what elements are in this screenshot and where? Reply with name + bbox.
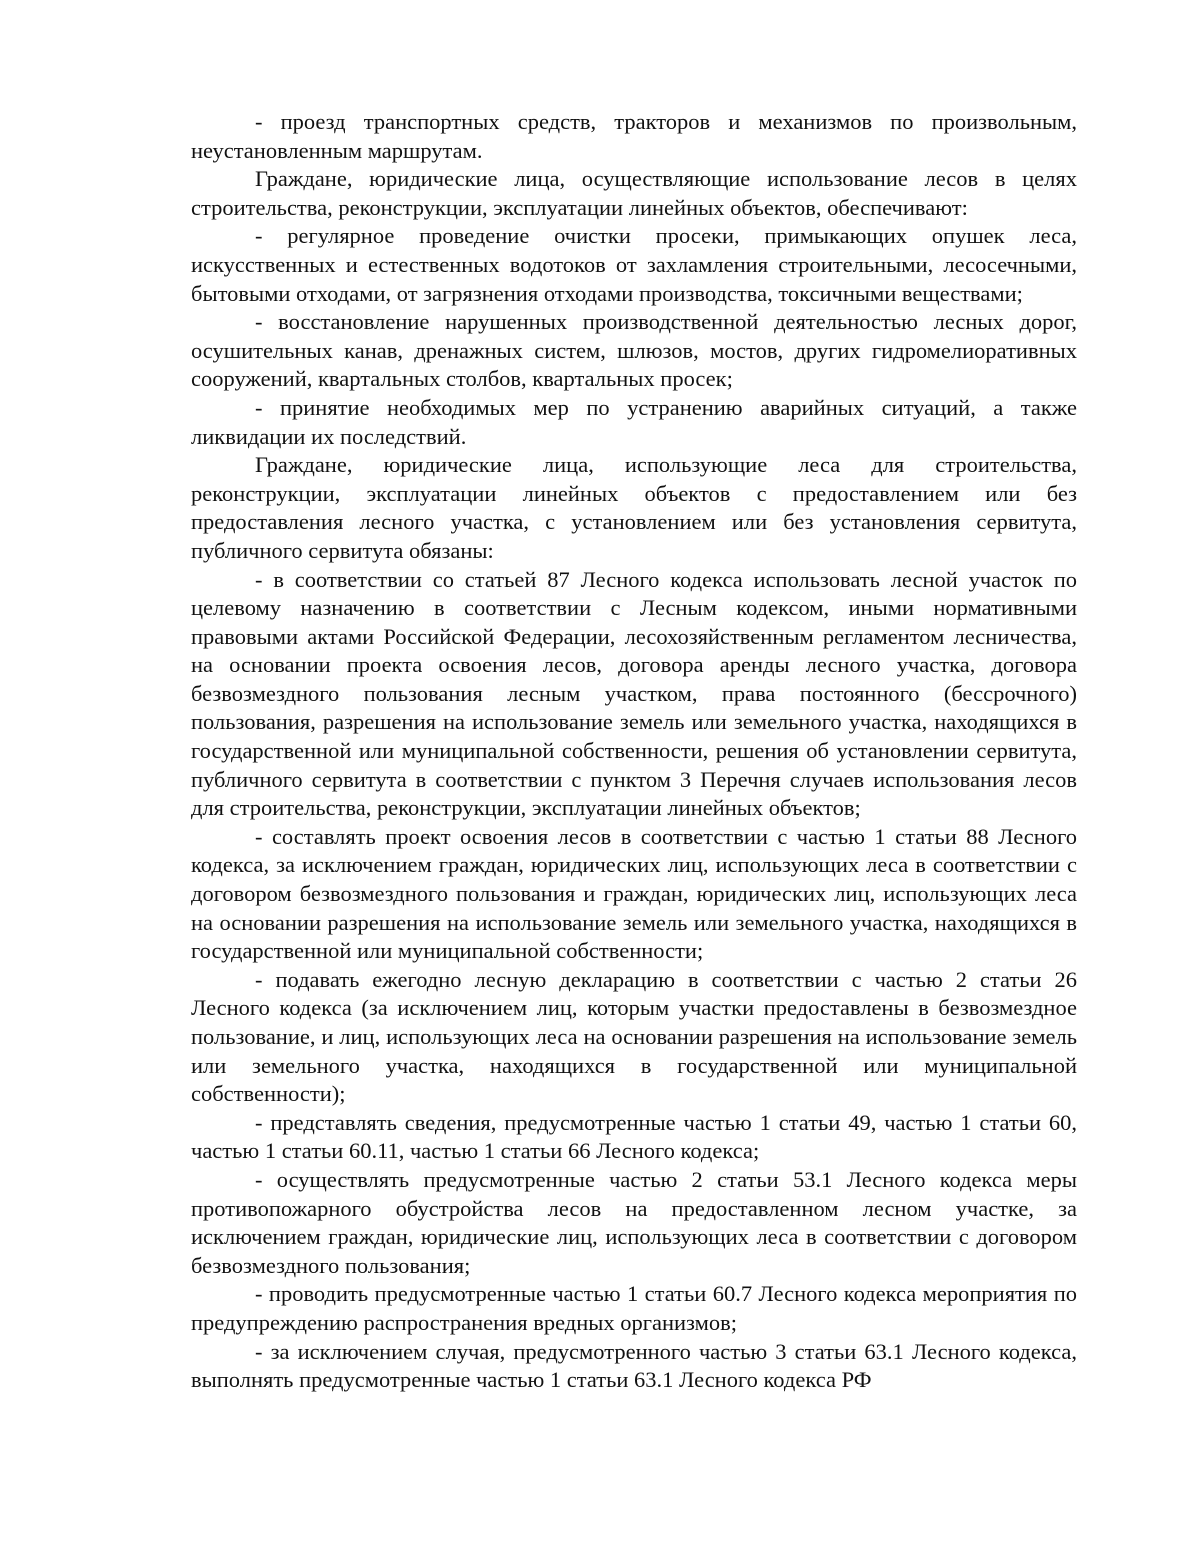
paragraph-provide-information: - представлять сведения, предусмотренные частью 1 статьи 49, частью 1 статьи 60, частью 1 статьи 60.11, частью 1 статьи 66 Лесного кодекса; [191,1109,1077,1164]
paragraph-forest-declaration: - подавать ежегодно лесную декларацию в соответствии с частью 2 статьи 26 Лесного кодекса (за исключением лиц, которым участки предоставлены в безвозмездное пользование, и лиц, использующих леса на основании разрешения на использование земель или земельного участка, находящихся в государственной или муниципальной собственности); [191,966,1077,1107]
paragraph-clearing-cleanup: - регулярное проведение очистки просеки, примыкающих опушек леса, искусственных и естественных водотоков от захламления строительными, лесосечными, бытовыми отходами, от загрязнения отходами производства, токсичными веществами; [191,223,1077,306]
document-body [191,108,1077,1395]
paragraph-arbitrary-routes: - проезд транспортных средств, тракторов и механизмов по произвольным, неустановленным маршрутам. [191,109,1077,163]
paragraph-article-88: - составлять проект освоения лесов в соответствии с частью 1 статьи 88 Лесного кодекса, за исключением граждан, юридических лиц, использующих леса в соответствии с договором безвозмездного пользования и граждан, юридических лиц, использующих леса на основании разрешения на использование земель или земельного участка, находящихся в государственной или муниципальной собственности; [191,823,1077,964]
paragraph-emergency-measures: - принятие необходимых мер по устранению аварийных ситуаций, а также ликвидации их последствий. [191,394,1077,449]
paragraph-citizens-ensure: Граждане, юридические лица, осуществляющие использование лесов в целях строительства, реконструкции, эксплуатации линейных объектов, обеспечивают: [191,166,1077,220]
paragraph-citizens-obliged: Граждане, юридические лица, использующие леса для строительства, реконструкции, эксплуатации линейных объектов с предоставлением или без предоставления лесного участка, с установлением или без установления сервитута, публичного сервитута обязаны: [191,452,1077,563]
paragraph-article-63-1: - за исключением случая, предусмотренного частью 3 статьи 63.1 Лесного кодекса, выполнять предусмотренные частью 1 статьи 63.1 Лесного кодекса РФ [191,1338,1077,1393]
paragraph-harmful-organisms: - проводить предусмотренные частью 1 статьи 60.7 Лесного кодекса мероприятия по предупреждению распространения вредных организмов; [191,1281,1077,1335]
paragraph-restoration: - восстановление нарушенных производственной деятельностью лесных дорог, осушительных канав, дренажных систем, шлюзов, мостов, других гидромелиоративных сооружений, квартальных столбов, квартальных просек; [191,309,1077,392]
paragraph-article-87: - в соответствии со статьей 87 Лесного кодекса использовать лесной участок по целевому назначению в соответствии с Лесным кодексом, иными нормативными правовыми актами Российской Федерации, лесохозяйственным регламентом лесничества, на основании проекта освоения лесов, договора аренды лесного участка, договора безвозмездного пользования лесным участком, права постоянного (бессрочного) пользования, разрешения на использование земель или земельного участка, находящихся в государственной или муниципальной собственности, решения об установлении сервитута, публичного сервитута в соответствии с пунктом 3 Перечня случаев использования лесов для строительства, реконструкции, эксплуатации линейных объектов; [191,566,1077,821]
paragraph-fire-prevention: - осуществлять предусмотренные частью 2 статьи 53.1 Лесного кодекса меры противопожарного обустройства лесов на предоставленном лесном участке, за исключением граждан, юридические лиц, использующих леса в соответствии с договором безвозмездного пользования; [191,1166,1077,1278]
